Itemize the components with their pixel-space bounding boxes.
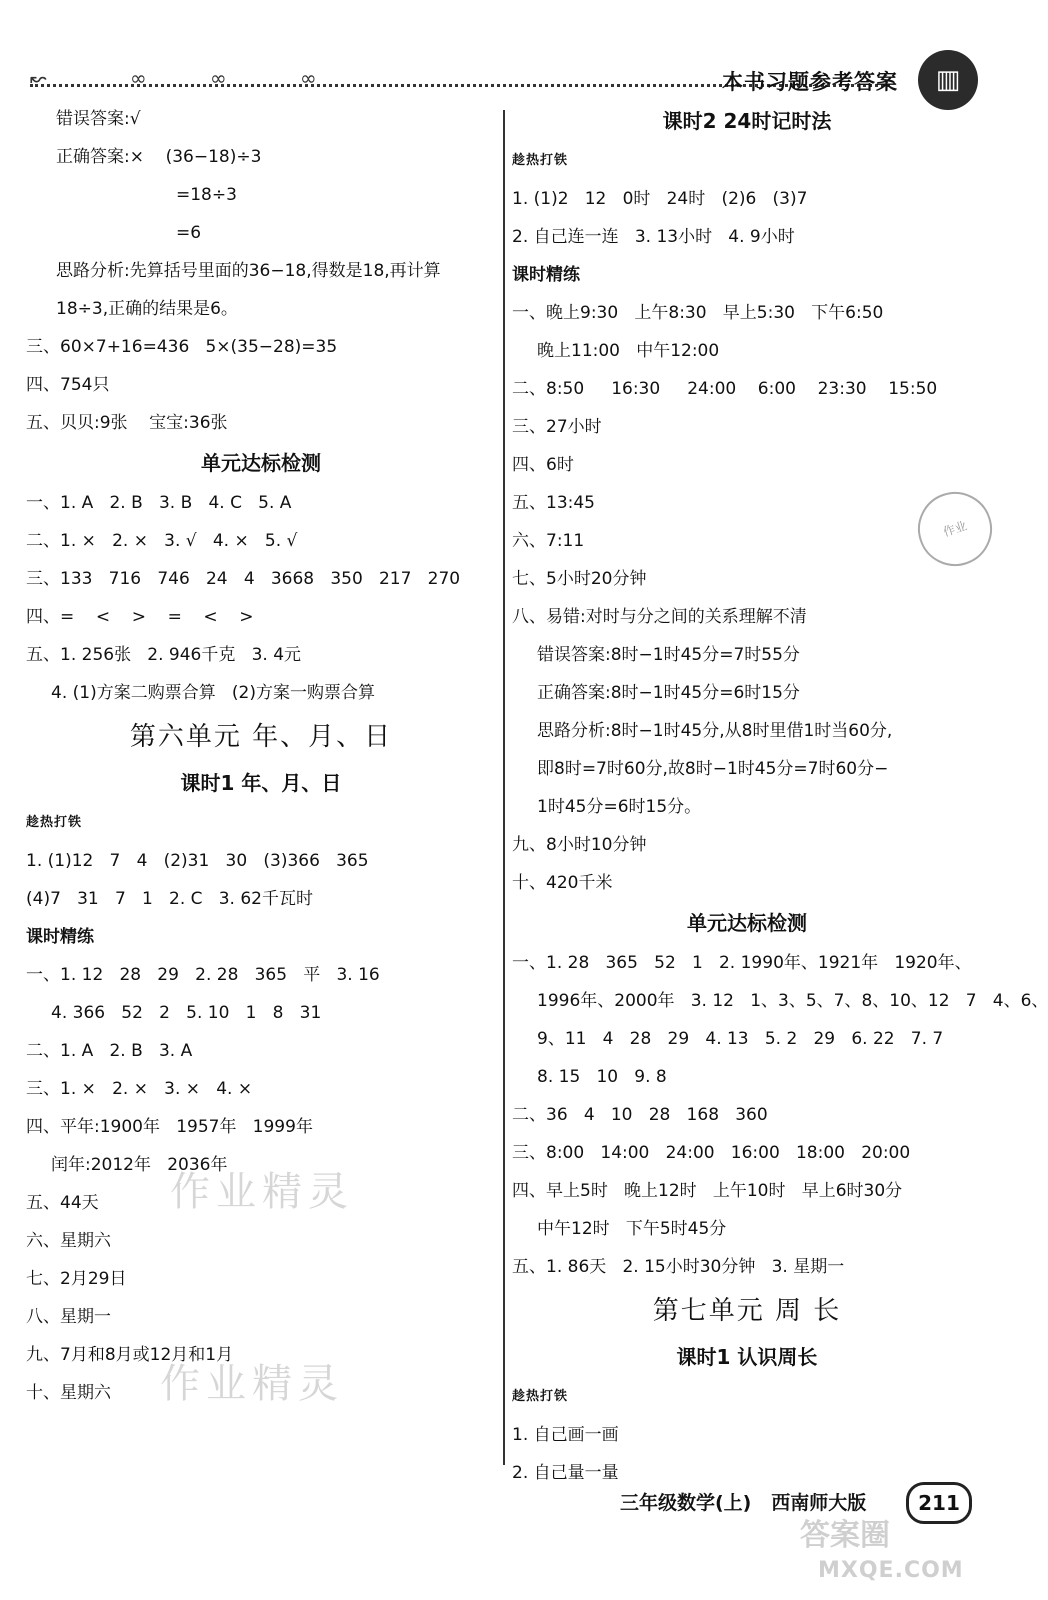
answer-line: 五、1. 86天 2. 15小时30分钟 3. 星期一 <box>512 1257 845 1277</box>
answer-line: 七、5小时20分钟 <box>512 569 647 589</box>
answer-line: 二、1. × 2. × 3. √ 4. × 5. √ <box>26 531 298 551</box>
site-watermark: 答案圈 <box>800 1518 890 1553</box>
section-heading: 课时1 认识周长 <box>676 1345 818 1369</box>
footer-book-title: 三年级数学(上) 西南师大版 <box>620 1492 867 1514</box>
answer-line: 五、贝贝:9张 宝宝:36张 <box>26 413 228 433</box>
page-header <box>0 0 996 110</box>
answer-line: 一、1. 28 365 52 1 2. 1990年、1921年 1920年、 <box>512 953 972 973</box>
answer-line: 二、8:50 16:30 24:00 6:00 23:30 15:50 <box>512 379 938 399</box>
stamp-watermark: 作业 <box>908 482 1001 575</box>
page-number: 211 <box>906 1482 972 1524</box>
answer-line: 9、11 4 28 29 4. 13 5. 2 29 6. 22 7. 7 <box>537 1029 944 1049</box>
curly-swirl-icon: ∞ <box>300 66 317 90</box>
answer-line: 1. (1)12 7 4 (2)31 30 (3)366 365 <box>26 851 369 871</box>
answer-line: 二、36 4 10 28 168 360 <box>512 1105 768 1125</box>
answer-line: 四、= < > = < > <box>26 607 254 627</box>
section-heading: 单元达标检测 <box>687 911 807 935</box>
answer-line: 五、44天 <box>26 1193 99 1213</box>
watermark-text: 作业精灵 <box>160 1361 344 1407</box>
right-column <box>512 100 1048 1492</box>
answer-line: =6 <box>176 223 202 243</box>
header-title: 本书习题参考答案 <box>722 70 898 94</box>
answer-line: 中午12时 下午5时45分 <box>537 1219 727 1239</box>
curly-swirl-icon: ∞ <box>130 66 147 90</box>
answer-line: 课时精练 <box>26 927 94 947</box>
answer-line: 晚上11:00 中午12:00 <box>537 341 720 361</box>
answer-line: 四、平年:1900年 1957年 1999年 <box>26 1117 313 1137</box>
section-heading: 课时1 年、月、日 <box>180 771 342 795</box>
answer-line: 2. 自己量一量 <box>512 1463 619 1483</box>
answer-line: 即8时=7时60分,故8时−1时45分=7时60分− <box>537 759 889 779</box>
answer-line: 五、13:45 <box>512 493 595 513</box>
answer-line: 正确答案:8时−1时45分=6时15分 <box>537 683 800 703</box>
answer-line: 四、早上5时 晚上12时 上午10时 早上6时30分 <box>512 1181 903 1201</box>
answer-line: 4. 366 52 2 5. 10 1 8 31 <box>51 1003 322 1023</box>
answer-line: 1996年、2000年 3. 12 1、3、5、7、8、10、12 7 4、6、 <box>537 991 1048 1011</box>
answer-line: 八、易错:对时与分之间的关系理解不清 <box>512 607 807 627</box>
unit-title: 第七单元 周 长 <box>652 1296 842 1326</box>
answer-line: 错误答案:√ <box>56 109 141 129</box>
answer-line: 十、星期六 <box>26 1383 111 1403</box>
answer-line: 1. (1)2 12 0时 24时 (2)6 (3)7 <box>512 189 808 209</box>
answer-line: 三、1. × 2. × 3. × 4. × <box>26 1079 253 1099</box>
answer-line: 八、星期一 <box>26 1307 111 1327</box>
answer-line: 五、1. 256张 2. 946千克 3. 4元 <box>26 645 302 665</box>
answer-line: 七、2月29日 <box>26 1269 127 1289</box>
answer-line: 课时精练 <box>512 265 580 285</box>
unit-title: 第六单元 年、月、日 <box>129 722 393 752</box>
section-heading: 单元达标检测 <box>201 451 321 475</box>
book-logo-icon: ▥ <box>918 50 978 110</box>
answer-line: 4. (1)方案二购票合算 (2)方案一购票合算 <box>51 683 375 703</box>
curly-swirl-icon: ↜ <box>30 66 47 90</box>
answer-line: 三、8:00 14:00 24:00 16:00 18:00 20:00 <box>512 1143 911 1163</box>
answer-line: 十、420千米 <box>512 873 613 893</box>
answer-line: 错误答案:8时−1时45分=7时55分 <box>537 645 800 665</box>
answer-line: 四、754只 <box>26 375 110 395</box>
curly-swirl-icon: ∞ <box>210 66 227 90</box>
answer-line: 正确答案:× (36−18)÷3 <box>56 147 262 167</box>
answer-line: 四、6时 <box>512 455 574 475</box>
answer-line: 一、1. A 2. B 3. B 4. C 5. A <box>26 493 292 513</box>
answer-line: 一、1. 12 28 29 2. 28 365 平 3. 16 <box>26 965 380 985</box>
answer-line: 一、晚上9:30 上午8:30 早上5:30 下午6:50 <box>512 303 884 323</box>
subsection-label: 趁热打铁 <box>512 153 569 168</box>
answer-line: =18÷3 <box>176 185 237 205</box>
answer-line: 8. 15 10 9. 8 <box>537 1067 667 1087</box>
answer-line: 三、133 716 746 24 4 3668 350 217 270 <box>26 569 461 589</box>
answer-line: 二、1. A 2. B 3. A <box>26 1041 193 1061</box>
answer-line: (4)7 31 7 1 2. C 3. 62千瓦时 <box>26 889 313 909</box>
answer-line: 三、27小时 <box>512 417 602 437</box>
answer-line: 2. 自己连一连 3. 13小时 4. 9小时 <box>512 227 795 247</box>
answer-line: 1. 自己画一画 <box>512 1425 619 1445</box>
subsection-label: 趁热打铁 <box>512 1389 569 1404</box>
answer-line: 六、星期六 <box>26 1231 111 1251</box>
column-divider <box>503 110 505 1465</box>
answer-line: 思路分析:先算括号里面的36−18,得数是18,再计算 <box>56 261 441 281</box>
answer-line: 闰年:2012年 2036年 <box>51 1155 228 1175</box>
site-url-watermark: MXQE.COM <box>818 1558 964 1583</box>
answer-line: 九、7月和8月或12月和1月 <box>26 1345 234 1365</box>
answer-line: 九、8小时10分钟 <box>512 835 647 855</box>
watermark-text: 作业精灵 <box>170 1169 354 1215</box>
answer-line: 三、60×7+16=436 5×(35−28)=35 <box>26 337 338 357</box>
subsection-label: 趁热打铁 <box>26 815 83 830</box>
answer-line: 18÷3,正确的结果是6。 <box>56 299 238 319</box>
answer-line: 思路分析:8时−1时45分,从8时里借1时当60分, <box>537 721 893 741</box>
answer-line: 六、7:11 <box>512 531 585 551</box>
section-heading: 课时2 24时记时法 <box>662 109 832 133</box>
answer-line: 1时45分=6时15分。 <box>537 797 702 817</box>
